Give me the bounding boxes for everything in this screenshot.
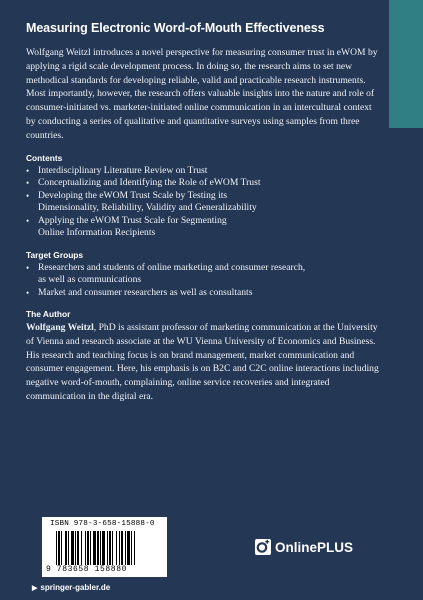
list-item xyxy=(26,165,382,178)
list-item-line: Market and consumer researchers as well as consultants xyxy=(38,286,253,298)
barcode-bars xyxy=(56,531,162,565)
contents-heading: Contents xyxy=(26,152,63,163)
target-groups-section xyxy=(26,250,382,300)
barcode-digits: 9 783658 158880 xyxy=(46,565,128,574)
author-name: Wolfgang Weitzl xyxy=(26,322,94,334)
website-url: springer-gabler.de xyxy=(40,583,111,592)
triangle-right-icon: ▶ xyxy=(32,585,38,592)
list-item xyxy=(26,287,382,300)
isbn-barcode xyxy=(42,517,167,577)
onlineplus-text: OnlinePLUS xyxy=(275,539,354,555)
target-groups-heading: Target Groups xyxy=(26,249,84,260)
bullet-icon: • xyxy=(26,165,30,176)
intro-paragraph: Wolfgang Weitzl introduces a novel perspective for measuring consumer trust in eWOM by applying a rigid scale development process. In doing so, the research aims to set new methodical standards for developing reliable, valid and practicable research instruments. Most importantly, however, the research offers valuable insights into the nature and role of consumer-initiated vs. marketer-initiated online communication in an intercultural context by conducting a series of qualitative and quantitative surveys using samples from three countries. xyxy=(26,47,378,141)
website-link[interactable] xyxy=(32,583,110,592)
list-item-line: Conceptualizing and Identifying the Role of eWOM Trust xyxy=(38,177,261,189)
list-item-line: as well as communications xyxy=(38,274,142,286)
list-item xyxy=(26,190,382,215)
bullet-icon: • xyxy=(26,287,30,298)
list-item-line: Interdisciplinary Literature Review on Trust xyxy=(38,164,208,176)
target-groups-list xyxy=(26,262,382,300)
author-section xyxy=(26,309,382,404)
isbn-label: ISBN 978-3-658-15888-0 xyxy=(50,520,155,528)
bullet-icon: • xyxy=(26,215,30,226)
main-content xyxy=(26,46,382,404)
bullet-icon: • xyxy=(26,190,30,201)
bullet-icon: • xyxy=(26,262,30,273)
list-item-line: Researchers and students of online marketing and consumer research, xyxy=(38,261,306,273)
list-item xyxy=(26,262,382,287)
author-bio-text: , PhD is assistant professor of marketing communication at the University of Vienna and research associate at the WU Vienna University of Economics and Business. His research and teaching focus is on brand management, market communication and consumer engagement. Here, his emphasis is on B2C and C2C online interactions including negative word-of-mouth, complaining, online service recoveries and integrated communication in the digital era. xyxy=(26,322,379,403)
bullet-icon: • xyxy=(26,178,30,189)
list-item-line: Online Information Recipients xyxy=(38,227,156,239)
author-heading: The Author xyxy=(26,309,71,320)
contents-list xyxy=(26,165,382,240)
list-item-line: Applying the eWOM Trust Scale for Segmenting xyxy=(38,214,227,226)
book-title: Measuring Electronic Word-of-Mouth Effectiveness xyxy=(26,21,325,35)
accent-tab xyxy=(389,0,423,128)
list-item xyxy=(26,215,382,240)
list-item xyxy=(26,177,382,190)
contents-section xyxy=(26,153,382,240)
onlineplus-logo-icon xyxy=(255,539,271,555)
author-bio xyxy=(26,321,382,404)
list-item-line: Developing the eWOM Trust Scale by Testing its xyxy=(38,189,228,201)
onlineplus-logo xyxy=(255,537,353,557)
list-item-line: Dimensionality, Reliability, Validity and Generalizability xyxy=(38,202,257,214)
